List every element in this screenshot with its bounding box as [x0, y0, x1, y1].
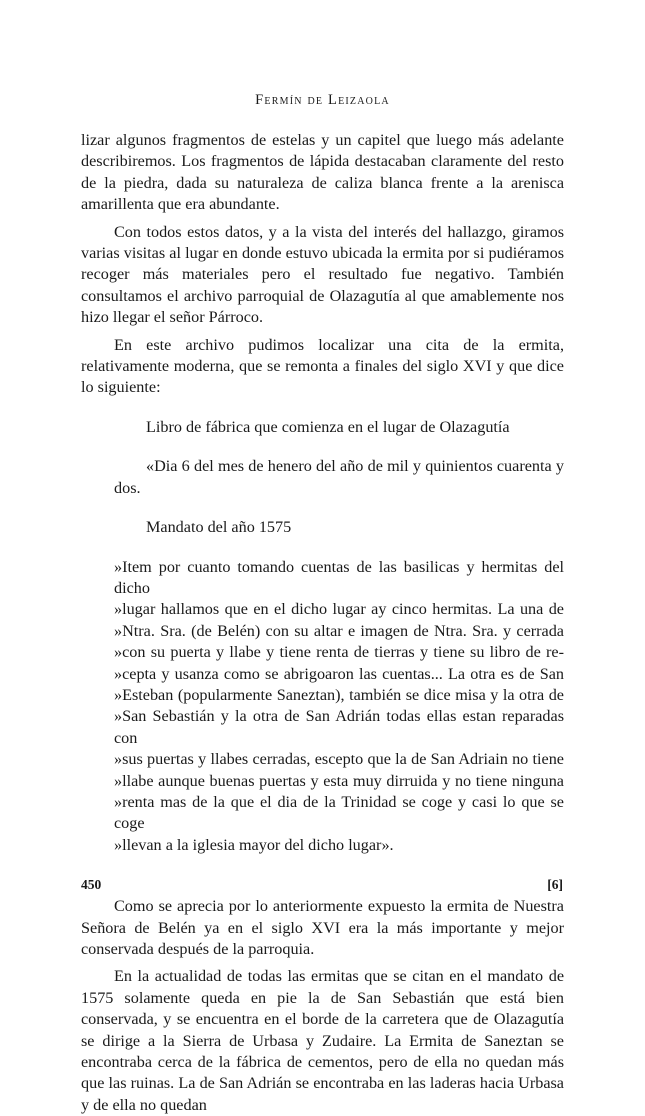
bracket-number: [6] — [547, 877, 563, 892]
quote-line: »cepta y usanza como se abrigoaron las cuentas... La otra es de San — [114, 664, 564, 683]
quote-intro: «Dia 6 del mes de henero del año de mil y quinientos cuarenta y dos. — [114, 457, 564, 497]
quote-line: »lugar hallamos que en el dicho lugar ay cinco hermitas. La una de — [114, 600, 564, 619]
body-text — [81, 130, 564, 1116]
quote-line: »sus puertas y llabes cerradas, escepto que la de San Adriain no tiene — [114, 750, 564, 769]
quote-line: »llabe aunque buenas puertas y esta muy dirruida y no tiene ninguna — [114, 771, 564, 790]
paragraph-3: En este archivo pudimos localizar una cita de la ermita, relativamente moderna, que se remonta a finales del siglo XVI y que dice lo siguiente: — [81, 335, 564, 397]
quote-mandate-heading: Mandato del año 1575 — [146, 518, 292, 537]
paragraph-5: En la actualidad de todas las ermitas que se citan en el mandato de 1575 solamente queda en pie la de San Sebastián que está bien conservada, y se encuentra en el borde de la carretera que de Olazagutía se dirige a la Sierra de Urbasa y Zudaire. La Ermita de Saneztan se encontraba cerca de la fábrica de cementos, pero de ella no quedan más que las ruinas. La de San Adrián se encontraba en las laderas hacia Urbasa y de ella no quedan — [81, 967, 564, 1114]
quote-title: Libro de fábrica que comienza en el lugar de Olazagutía — [146, 417, 510, 436]
quote-line: »con su puerta y llabe y tiene renta de tierras y tiene su libro de re- — [114, 643, 564, 662]
paragraph-2: Con todos estos datos, y a la vista del interés del hallazgo, giramos varias visitas al lugar en donde estuvo ubicada la ermita por si pudiéramos recoger más materiales pero el resultado fue negativo. También consultamos el archivo parroquial de Olazagutía al que amablemente nos hizo llegar el señor Párroco. — [81, 222, 564, 327]
paragraph-1: lizar algunos fragmentos de estelas y un capitel que luego más adelante describiremos. Los fragmentos de lápida destacaban claramente del resto de la piedra, dada su naturaleza de caliza blanca frente a la arenisca amarillenta que era abundante. — [81, 131, 564, 214]
running-head: Fermín de Leizaola — [255, 92, 390, 108]
quote-line: »Item por cuanto tomando cuentas de las basilicas y hermitas del dicho — [114, 557, 564, 597]
paragraph-4: Como se aprecia por lo anteriormente expuesto la ermita de Nuestra Señora de Belén ya en el siglo XVI era la más importante y mejor conservada después de la parroquia. — [81, 897, 564, 958]
page-number: 450 — [81, 877, 102, 892]
quote-line: »llevan a la iglesia mayor del dicho lugar». — [114, 835, 394, 854]
quote-line: »Esteban (popularmente Saneztan), también se dice misa y la otra de — [114, 685, 564, 704]
quote-line: »renta mas de la que el dia de la Trinidad se coge y casi lo que se coge — [114, 792, 564, 833]
quote-block — [114, 557, 564, 857]
quote-line: »Ntra. Sra. (de Belén) con su altar e imagen de Ntra. Sra. y cerrada — [114, 621, 564, 640]
quote-line: »San Sebastián y la otra de San Adrián todas ellas estan reparadas con — [114, 707, 564, 747]
